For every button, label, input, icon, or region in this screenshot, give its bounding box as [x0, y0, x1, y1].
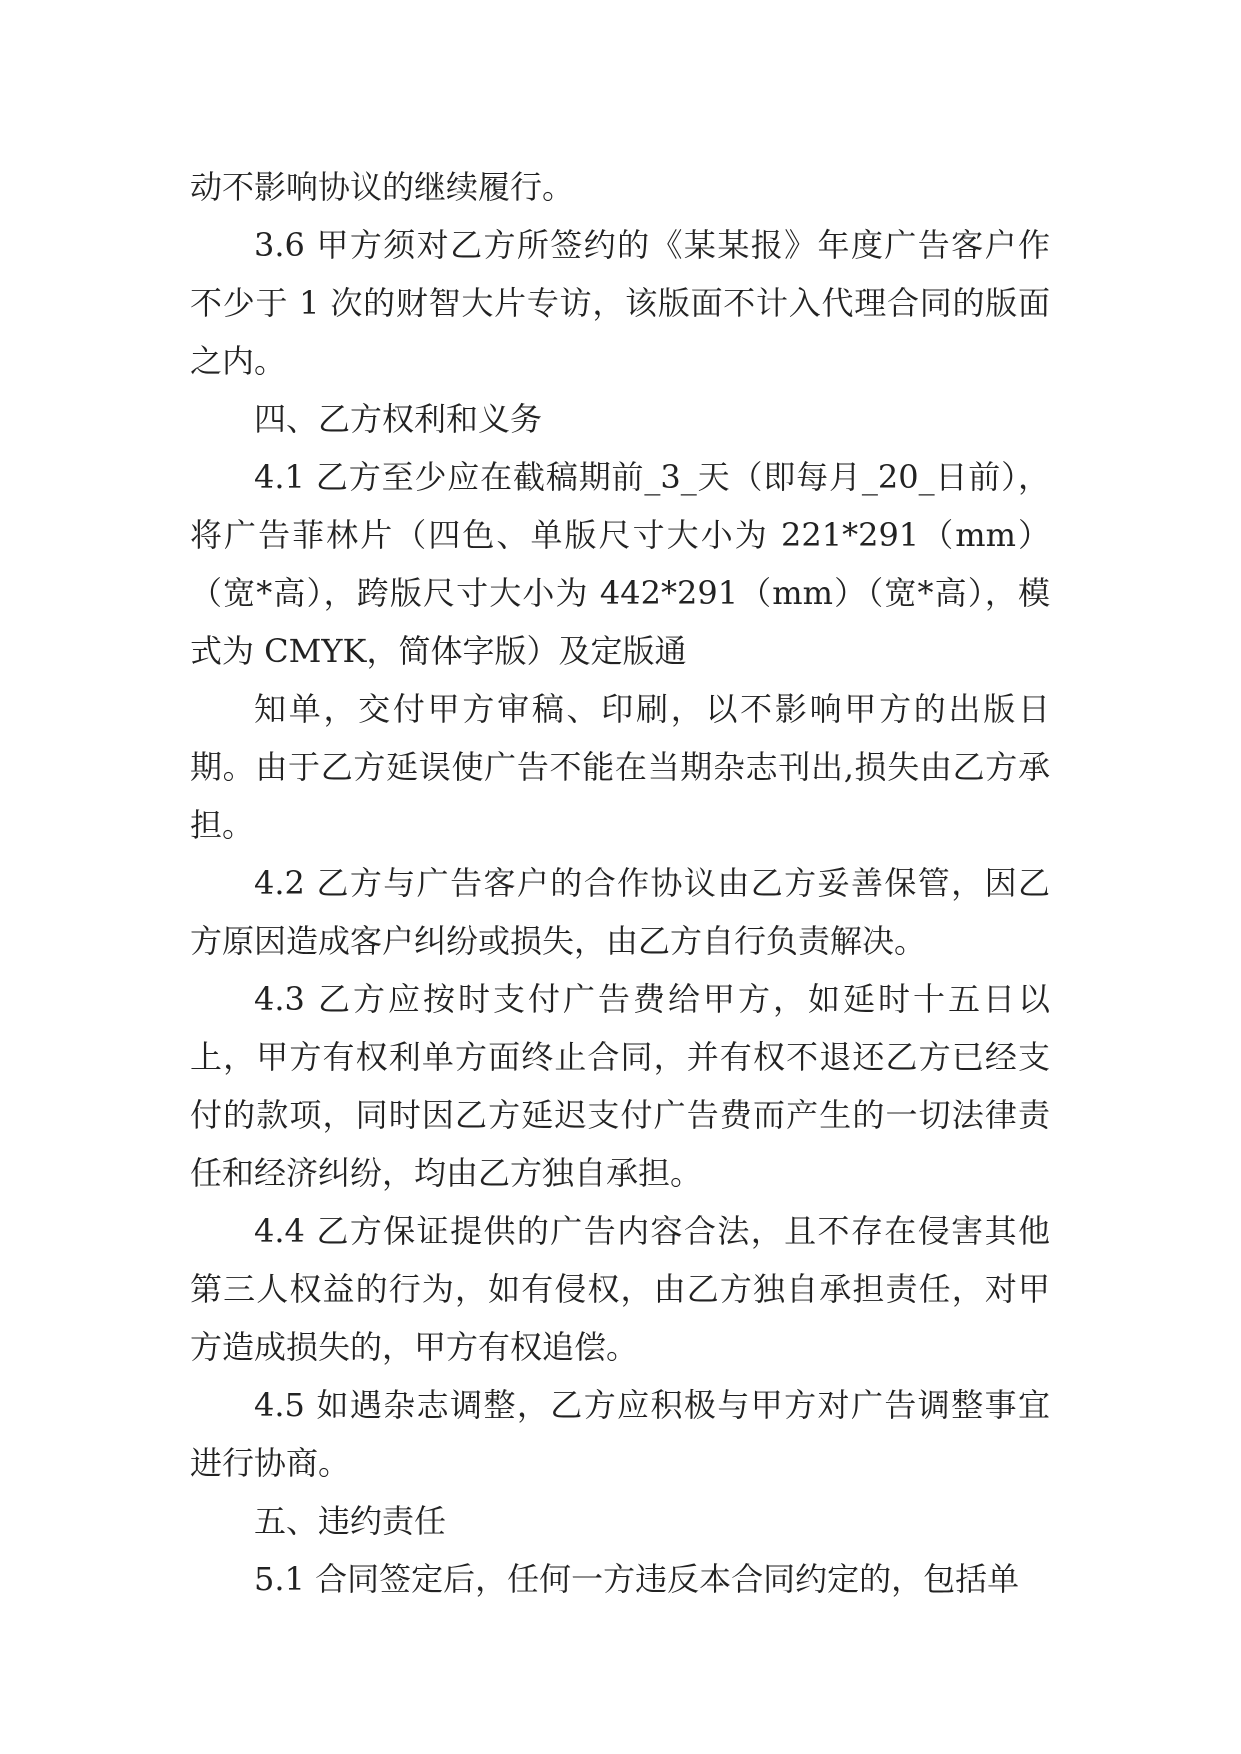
clause-4-2: 4.2 乙方与广告客户的合作协议由乙方妥善保管，因乙方原因造成客户纠纷或损失，由乙方自行负责解决。: [190, 864, 1050, 960]
clause-4-4: 4.4 乙方保证提供的广告内容合法，且不存在侵害其他第三人权益的行为，如有侵权，由乙方独自承担责任，对甲方造成损失的，甲方有权追偿。: [190, 1212, 1050, 1366]
clause-3-6: 3.6 甲方须对乙方所签约的《某某报》年度广告客户作不少于 1 次的财智大片专访，该版面不计入代理合同的版面之内。: [190, 226, 1050, 380]
paragraph-continuation: 动不影响协议的继续履行。: [190, 168, 575, 206]
clause-4-3: 4.3 乙方应按时支付广告费给甲方，如延时十五日以上，甲方有权利单方面终止合同，并有权不退还乙方已经支付的款项，同时因乙方延迟支付广告费而产生的一切法律责任和经济纠纷，均由乙方独自承担。: [190, 980, 1050, 1192]
clause-4-1-continued: 知单，交付甲方审稿、印刷，以不影响甲方的出版日期。由于乙方延误使广告不能在当期杂志刊出,损失由乙方承担。: [190, 690, 1050, 844]
clause-4-5: 4.5 如遇杂志调整，乙方应积极与甲方对广告调整事宜进行协商。: [190, 1386, 1050, 1482]
section-heading-5: 五、违约责任: [254, 1502, 447, 1540]
clause-5-1: 5.1 合同签定后，任何一方违反本合同约定的，包括单: [254, 1560, 1020, 1598]
document-page: [190, 158, 1050, 1608]
section-heading-4: 四、乙方权利和义务: [254, 400, 543, 438]
clause-4-1: 4.1 乙方至少应在截稿期前_3_天（即每月_20_日前），将广告菲林片（四色、单版尺寸大小为 221*291（mm）（宽*高），跨版尺寸大小为 442*291（mm）（宽*高），模式为 CMYK，简体字版）及定版通: [190, 458, 1050, 670]
